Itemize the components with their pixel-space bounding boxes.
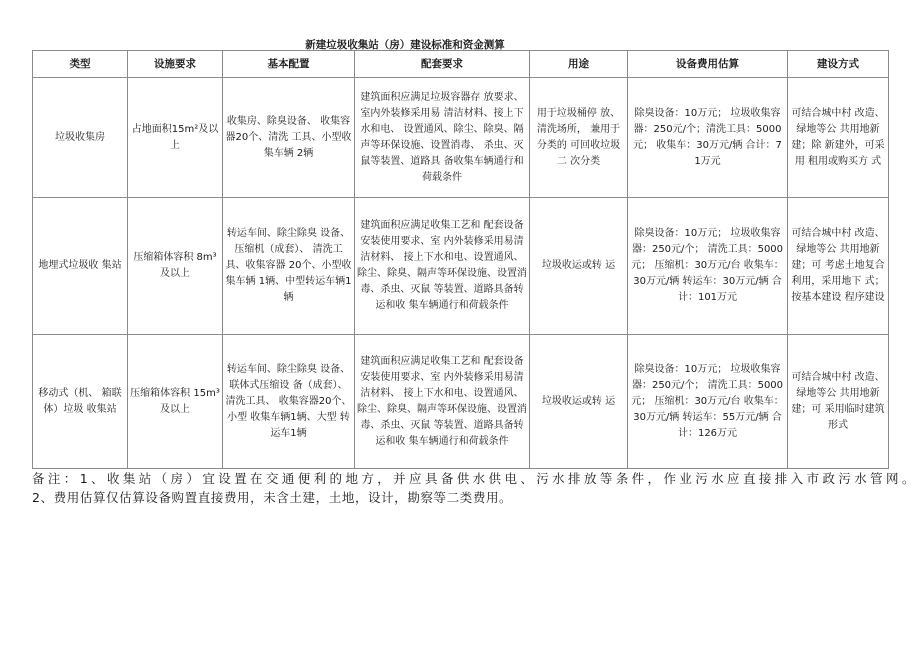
cell-method: 可结合城中村 改造、绿地等公 共用地新建；可 考虑土地复合 利用，采用地下 式；按基本建设 程序建设 [788,198,889,335]
table-row [33,198,889,335]
notes [32,469,918,507]
note-line-1: 备注：1、收集站（房）宜设置在交通便利的地方，并应具备供水供电、污水排放等条件，作业污水应直接排入市政污水管网。 [32,471,918,486]
header-config: 基本配置 [223,51,355,78]
cell-facility: 压缩箱体容积 8m³及以上 [128,198,223,335]
cell-type: 垃圾收集房 [33,78,128,198]
document-title: 新建垃圾收集站（房）建设标准和资金测算 [305,39,505,51]
cell-cost: 除臭设备：10万元； 垃圾收集容器：250元/个； 清洗工具：5000元； 压缩机：30万元/台 收集车：30万元/辆 转运车：30万元/辆 合计：101万元 [628,198,788,335]
cell-config: 转运车间、除尘除臭 设备、联体式压缩设 备（成套）、清洗工具、 收集容器20个、小型 收集车辆1辆、大型 转运车1辆 [223,335,355,469]
cell-usage: 用于垃圾桶停 放、清洗场所， 兼用于分类的 可回收垃圾二 次分类 [530,78,628,198]
cell-usage: 垃圾收运或转 运 [530,335,628,469]
header-cost: 设备费用估算 [628,51,788,78]
header-usage: 用途 [530,51,628,78]
standards-table [32,50,889,469]
note-line-2: 2、费用估算仅估算设备购置直接费用，未含土建，土地，设计，勘察等二类费用。 [32,490,513,505]
table-header-row [33,51,889,78]
cell-usage: 垃圾收运或转 运 [530,198,628,335]
cell-cost: 除臭设备：10万元； 垃圾收集容器：250元/个； 清洗工具：5000元； 压缩机：30万元/台 收集车：30万元/辆 转运车：55万元/辆 合计：126万元 [628,335,788,469]
header-facility: 设施要求 [128,51,223,78]
cell-method: 可结合城中村 改造、绿地等公 共用地新建；除 新建外，可采用 租用或购买方 式 [788,78,889,198]
cell-type: 地埋式垃圾收 集站 [33,198,128,335]
header-type: 类型 [33,51,128,78]
cell-support: 建筑面积应满足垃圾容器存 放要求、室内外装修采用易 清洁材料、接上下水和电、 设置通风、除尘、除臭、隔 声等环保设施、设置消毒、 杀虫、灭鼠等装置、道路具 备收集车辆通行和荷载条件 [355,78,530,198]
cell-config: 收集房、除臭设备、 收集容器20个、清洗 工具、小型收集车辆 2辆 [223,78,355,198]
cell-facility: 压缩箱体容积 15m³及以上 [128,335,223,469]
cell-support: 建筑面积应满足收集工艺和 配套设备安装使用要求、室 内外装修采用易清洁材料、 接上下水和电、设置通风、 除尘、除臭、隔声等环保设施、设置消毒、杀虫、灭鼠 等装置、道路具备转运和收 集车辆通行和荷载条件 [355,335,530,469]
header-support: 配套要求 [355,51,530,78]
table-row [33,78,889,198]
cell-cost: 除臭设备：10万元； 垃圾收集容器：250元/个；清洗工具：5000元； 收集车：30万元/辆 合计：71万元 [628,78,788,198]
table-row [33,335,889,469]
header-method: 建设方式 [788,51,889,78]
cell-method: 可结合城中村 改造、绿地等公 共用地新建；可 采用临时建筑 形式 [788,335,889,469]
cell-facility: 占地面积15m²及以上 [128,78,223,198]
cell-config: 转运车间、除尘除臭 设备、压缩机（成套）、 清洗工具、收集容器 20个、小型收集车辆 1辆、中型转运车辆1 辆 [223,198,355,335]
cell-support: 建筑面积应满足收集工艺和 配套设备安装使用要求、室 内外装修采用易清洁材料、 接上下水和电、设置通风、 除尘、除臭、隔声等环保设施、设置消毒、杀虫、灭鼠 等装置、道路具备转运和收 集车辆通行和荷载条件 [355,198,530,335]
cell-type: 移动式（机、 箱联体）垃圾 收集站 [33,335,128,469]
